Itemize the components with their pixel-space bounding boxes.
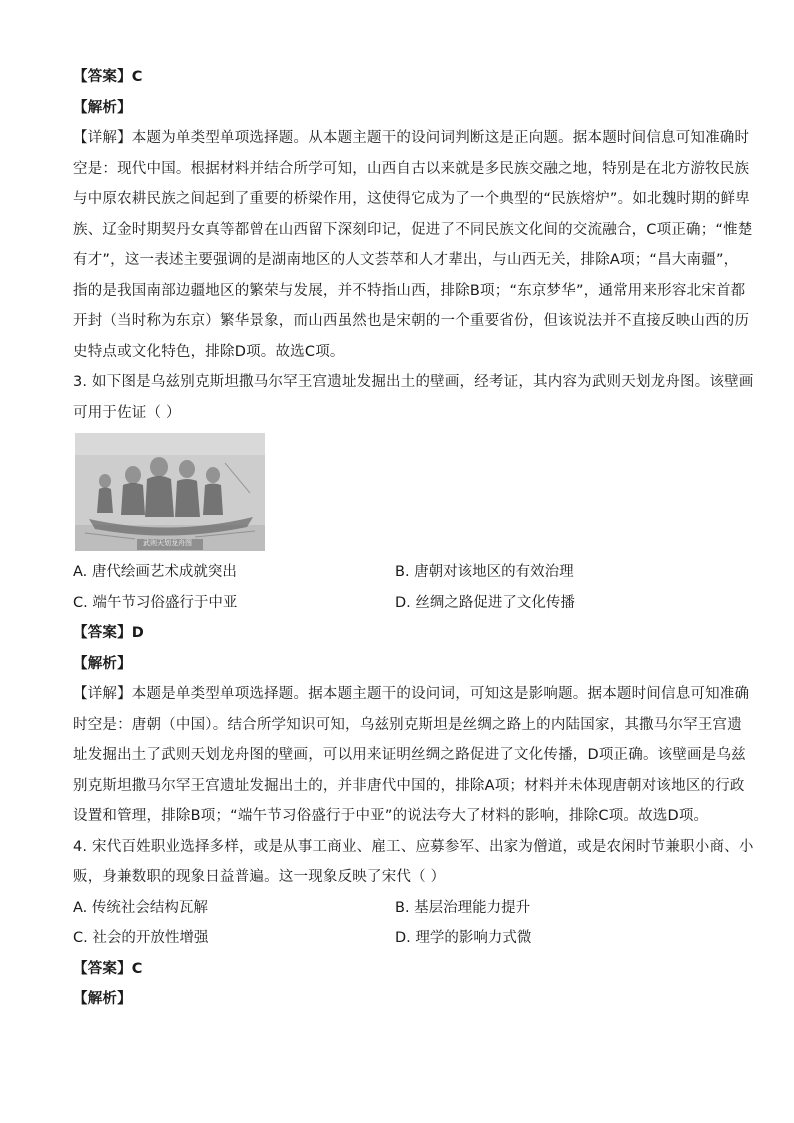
q3-detail-line: 设置和管理，排除B项；“端午节习俗盛行于中亚”的说法夸大了材料的影响，排除C项。故选D项。: [73, 808, 709, 824]
q3-stem-line: 3. 如下图是乌兹别克斯坦撒马尔罕王宫遗址发掘出土的壁画，经考证，其内容为武则天划龙舟图。该壁画: [73, 374, 754, 390]
q4-analysis-heading: 【解析】: [73, 991, 132, 1007]
q3-option-a: A. 唐代绘画艺术成就突出: [73, 564, 237, 580]
q3-options-row-2: [73, 588, 723, 619]
q2-detail-line: 史特点或文化特色，排除D项。故选C项。: [73, 343, 345, 360]
q2-detail-line: 指的是我国南部边疆地区的繁荣与发展，并不特指山西，排除B项；“东京梦华”，通常用来形容北宋首都: [73, 282, 746, 299]
mural-caption: 武则天划龙舟图: [143, 539, 192, 547]
q2-detail-line: 开封（当时称为东京）繁华景象，而山西虽然也是宋朝的一个重要省份，但该说法并不直接反映山西的历: [73, 313, 750, 329]
q4-answer: 【答案】C: [73, 960, 143, 977]
q3-detail-line: 址发掘出土了武则天划龙舟图的壁画，可以用来证明丝绸之路促进了文化传播，D项正确。该壁画是乌兹: [73, 747, 746, 763]
q4-option-d: D. 理学的影响力式微: [395, 930, 532, 946]
q2-detail-line: 【详解】本题为单类型单项选择题。从本题主题干的设问词判断这是正向题。据本题时间信息可知准确时: [73, 130, 750, 146]
q4-options-row-1: [73, 893, 723, 924]
q3-options-row-1: [73, 557, 723, 588]
q3-detail-line: 时空是：唐朝（中国）。结合所学知识可知，乌兹别克斯坦是丝绸之路上的内陆国家，其撒马尔罕王宫遗: [73, 716, 742, 733]
mural-illustration: [75, 433, 265, 551]
q3-option-d: D. 丝绸之路促进了文化传播: [395, 594, 575, 611]
q2-detail-line: 有才”，这一表述主要强调的是湖南地区的人文荟萃和人才辈出，与山西无关，排除A项；“昌大南疆”，: [73, 252, 739, 268]
q3-detail: [73, 679, 750, 832]
q4-options-row-2: [73, 923, 723, 954]
mural-image: [75, 433, 265, 551]
q2-detail-line: 与中原农耕民族之间起到了重要的桥梁作用，这使得它成为了一个典型的“民族熔炉”。如北魏时期的鲜卑: [73, 191, 750, 207]
q3-answer: 【答案】D: [73, 625, 145, 641]
q2-detail-line: 空是：现代中国。根据材料并结合所学可知，山西自古以来就是多民族交融之地，特别是在北方游牧民族: [73, 160, 750, 177]
q3-detail-line: 别克斯坦撒马尔罕王宫遗址发掘出土的，并非唐代中国的，排除A项；材料并未体现唐朝对该地区的行政: [73, 777, 745, 794]
q2-analysis-heading: 【解析】: [73, 99, 132, 116]
q4-option-c: C. 社会的开放性增强: [73, 930, 209, 946]
q4-stem-line: 4. 宋代百姓职业选择多样，或是从事工商业、雇工、应募参军、出家为僧道，或是农闲时节兼职小商、小: [73, 838, 754, 855]
q4-option-b: B. 基层治理能力提升: [395, 899, 531, 916]
q3-detail-line: 【详解】本题是单类型单项选择题。据本题主题干的设问词，可知这是影响题。据本题时间信息可知准确: [73, 686, 750, 702]
q3-analysis-heading: 【解析】: [73, 655, 132, 672]
document-page: [73, 62, 754, 1015]
q2-detail-line: 族、辽金时期契丹女真等都曾在山西留下深刻印记，促进了不同民族文化间的交流融合，C项正确；“惟楚: [73, 221, 753, 238]
q3-option-b: B. 唐朝对该地区的有效治理: [395, 564, 574, 580]
q3-stem-line: 可用于佐证（ ）: [73, 404, 181, 421]
q4-stem-line: 贩，身兼数职的现象日益普遍。这一现象反映了宋代（ ）: [73, 869, 446, 885]
q3-option-c: C. 端午节习俗盛行于中亚: [73, 594, 238, 611]
q4-option-a: A. 传统社会结构瓦解: [73, 899, 208, 916]
q2-answer: 【答案】C: [73, 69, 143, 85]
q2-detail: [73, 123, 753, 367]
